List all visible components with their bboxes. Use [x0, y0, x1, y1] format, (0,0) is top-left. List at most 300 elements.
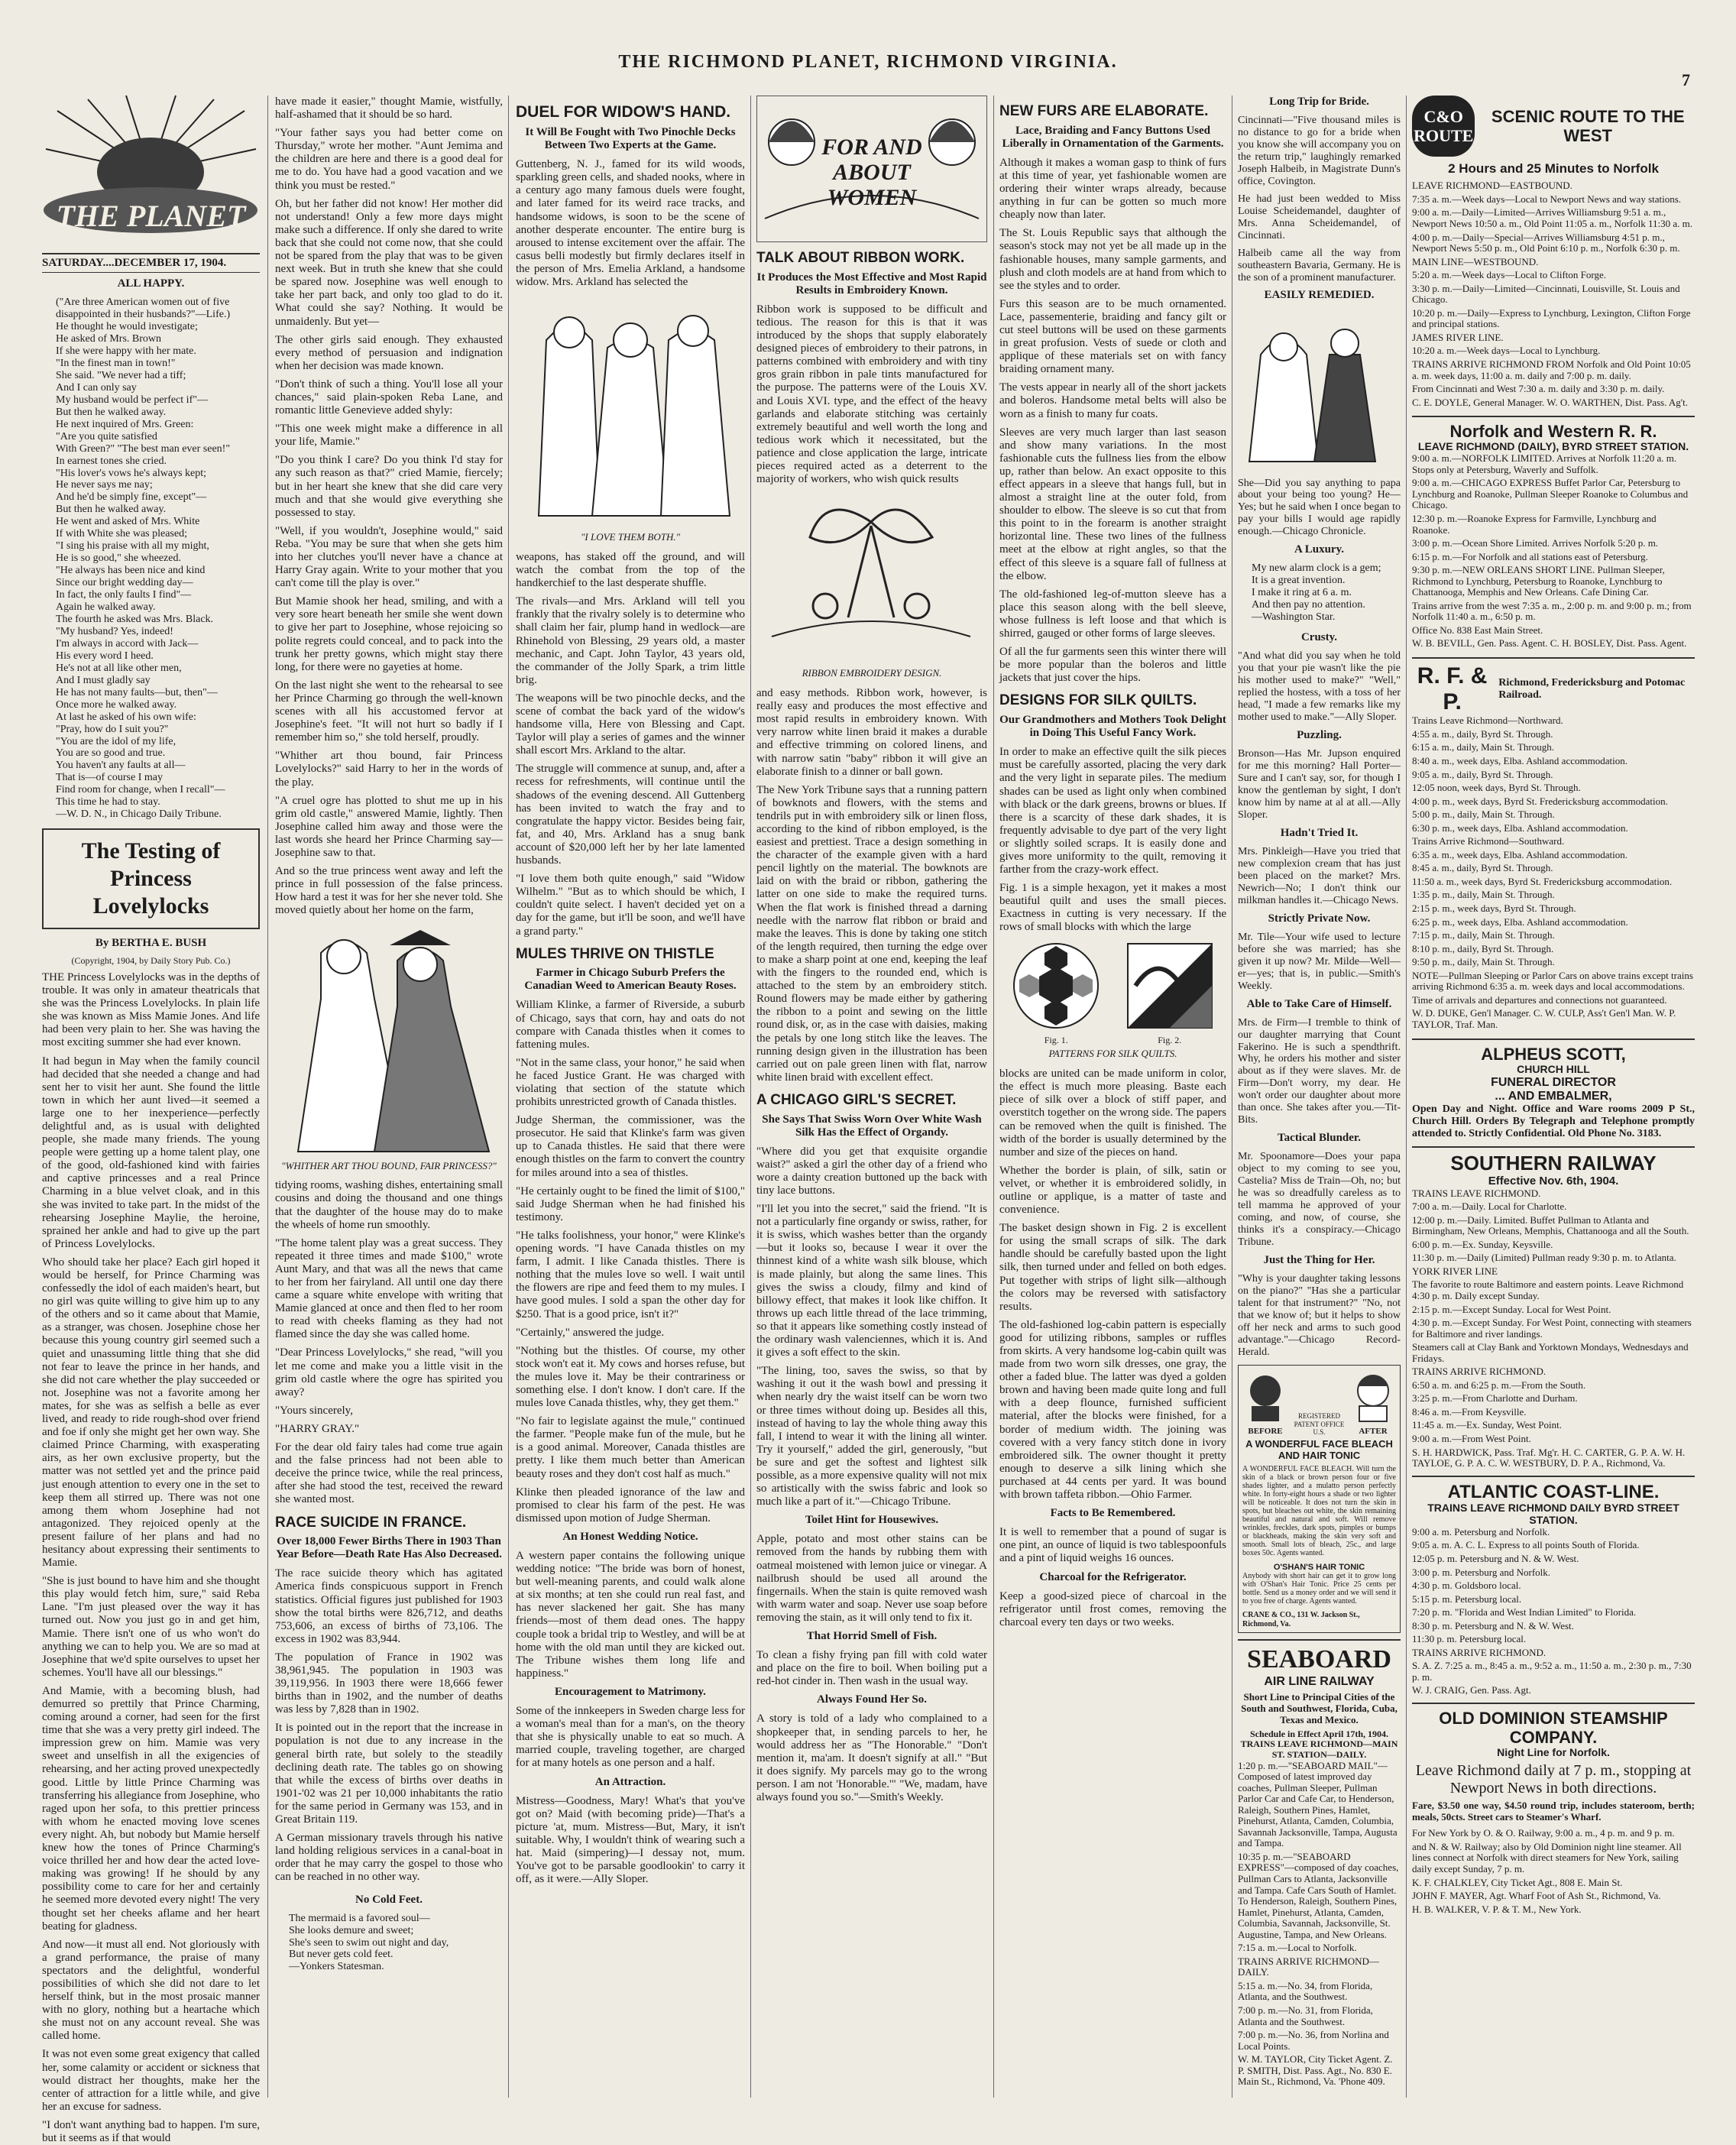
schedule-line: S. A. Z. 7:25 a. m., 8:45 a. m., 9:52 a. m., 11:50 a. m., 2:30 p. m., 7:30 p. m.	[1412, 1660, 1692, 1683]
poem-line: My husband would be perfect if"—	[56, 394, 208, 406]
paragraph: The weapons will be two pinochle decks, and the scene of combat the back yard of the widow's handsome villa, Here von Blessing and Capt. Taylor will play a series of games and the winner shall escort Mrs. Arkland to the altar.	[516, 692, 745, 757]
paragraph: The population of France in 1902 was 38,961,945. The population in 1903 was 39,119,956. In 1903 there were 18,666 fewer births than in 1902, and the number of deaths was less by 7,828 than in 1902.	[275, 1651, 503, 1716]
schedule-line: 8:10 p. m., daily, Byrd St. Through.	[1412, 942, 1554, 954]
schedule-line: 3:00 p. m.—Ocean Shore Limited. Arrives Norfolk 5:20 p. m.	[1412, 537, 1659, 549]
schedule-line: Office No. 838 East Main Street.	[1412, 624, 1543, 636]
schedule-line: 9:00 a. m.—CHICAGO EXPRESS Buffet Parlor Car, Petersburg to Lynchburg and Roanoke, Pullman Sleeper Roanoke to Columbus and Chicago.	[1412, 477, 1689, 511]
mules-body	[516, 999, 745, 1525]
column-rule	[750, 96, 751, 2098]
poem-line: "You are the idol of my life,	[56, 735, 177, 747]
schedule-line: 7:35 a. m.—Week days—Local to Newport News and way stations.	[1412, 193, 1682, 205]
attraction-title: An Attraction.	[594, 1775, 666, 1788]
always-body: A story is told of a lady who complained to a shopkeeper that, in sending parcels to her, he would address her as "The Honorable." "Don't mention it, ma'am. It doesn't signify at all." "But it does signify. My parcels may go to the wrong person. I am not 'Honorable.'" "We, madam, have always found you so."—Smith's Weekly.	[756, 1712, 987, 1804]
paragraph: The vests appear in nearly all of the short jackets and boleros. Handsome metal belts will also be worn as a finish to many fur coats.	[999, 381, 1226, 420]
rfp-desc: Richmond, Fredericksburg and Potomac Railroad.	[1498, 677, 1686, 701]
schedule-line: NOTE—Pullman Sleeping or Parlor Cars on above trains except trains arriving Richmond 6:35 a. m. week days and local accommodations.	[1412, 969, 1693, 993]
story-title-box	[42, 828, 260, 929]
paragraph: And Mamie, with a becoming blush, had demurred so prettily that Prince Charming, coming around a corner, had seen for the first time that she was a very pretty girl indeed. The impression grew on him. Mamie was very sweet and unselfish in all the exigencies of rehearsing, and her acting proved unexpectedly good. Little by little Prince Charming was transferring his allegiance from Josephine, who raged upon her sofa, to this prettier princess with whom he enacted moving love scenes every night. Ah, but nobody but Mamie herself knew how the tones of Prince Charming's voice thrilled her and how dear the acted love-making was growing! If he should by any possibility come to care for her and certainly he seemed more devoted every night! The very thought set her cheeks aflame and her heart beating for gladness.	[42, 1684, 260, 1933]
scott-church-hill: CHURCH HILL	[1517, 1062, 1590, 1075]
schedule-line: LEAVE RICHMOND—EASTBOUND.	[1412, 180, 1572, 192]
schedule-line: TRAINS ARRIVE RICHMOND—DAILY.	[1238, 1955, 1379, 1978]
schedule-line: 7:00 p. m.—No. 36, from Norlina and Local Points.	[1238, 2029, 1389, 2052]
schedule-line: 7:20 p. m. "Florida and West Indian Limited" to Florida.	[1412, 1606, 1637, 1618]
poem-line: —W. D. N., in Chicago Daily Tribune.	[56, 808, 222, 821]
paragraph: blocks are united can be made uniform in color, the effect is much more pleasing. Baste each piece of silk over a block of stiff paper, and overstitch together on the wrong side. The papers can be removed when the quilt is finished. The width of the border is usually determined by the number and size of the pieces on hand.	[999, 1068, 1226, 1158]
schedule-line: 2:15 p. m., week days, Byrd St. Through.	[1412, 902, 1576, 915]
paragraph: "Not in the same class, your honor," he said when he faced Justice Grant. He was charged with violating that section of the statute which prohibits unrestricted growth of Canada thistles.	[516, 1056, 745, 1109]
schedule-line: 9:00 a. m. Petersburg and Norfolk.	[1412, 1525, 1550, 1537]
paragraph: Of all the fur garments seen this winter there will be more popular than the boleros and little jackets that just cover the hips.	[999, 646, 1226, 685]
paragraph: The rivals—and Mrs. Arkland will tell you frankly that the rivalry solely is to determine who shall claim her fair, plump hand in wedlock—are Rhinehold von Blessing, 29 years old, a master mechanic, and Capt. John Taylor, 43 years old, the commander of the Jolly Spark, a trim little brig.	[516, 595, 745, 686]
scott-text: Open Day and Night. Office and Ware rooms 2009 P St., Church Hill. Orders By Telegraph and Telephone promptly attended to. Strictly Confidential. Old Phone No. 3183.	[1412, 1103, 1695, 1139]
poem-line: ("Are three American women out of five disappointed in their husbands?"—Life.)	[56, 296, 231, 321]
poem-line: He thought he would investigate;	[56, 321, 198, 333]
poem-line: And he'd be simply fine, except"—	[56, 491, 207, 504]
schedule-line: 3:25 p. m.—From Charlotte and Durham.	[1412, 1392, 1578, 1405]
paragraph: The New York Tribune says that a running pattern of bowknots and flowers, with the stems and tendrils put in with embroidery silk or linen floss, according to the kind of ribbon employed, is the easiest and prettiest. Trace a design something in the character of the example given with a hard pencil lightly on the material. The bowknots are laid on with the braid or ribbon, gathering the latter on one side to make the required turns. When the flat work is finished thread a darning needle with the narrow flat ribbon or braid and make the leaves. This is done by taking one stitch of the length required, then turning the edge over to make a sharp point at one end, keeping the leaf with the fingers to the rounded end, which is attached to the stem by an embroidery stitch. Round flowers may be made either by gathering the ribbon to a point and sewing on the little round disk, or, as in the case with daisies, making the petals by one long stitch like the leaves. The running design given in the illustration has been carried out on pale green linen with flat, narrow white linen braid with excellent effect.	[756, 783, 987, 1084]
odss-title: OLD DOMINION STEAMSHIP COMPANY.	[1439, 1708, 1668, 1748]
bleach-hair-text: Anybody with short hair can get it to grow long with O'Shan's Hair Tonic. Price 25 cents per bottle. Send us a money order and we will send it to you free of charge. Agents wanted.	[1242, 1572, 1396, 1606]
schedule-line: 9:05 a. m. A. C. L. Express to all points South of Florida.	[1412, 1539, 1640, 1551]
nw-subtitle: LEAVE RICHMOND (DAILY), BYRD STREET STATION.	[1417, 440, 1689, 453]
poem-line: And then pay no attention.	[1252, 599, 1365, 611]
schedule-line: 1:20 p. m.—"SEABOARD MAIL"—Composed of latest improved day coaches, Pullman Sleeper, Pullman Parlor Car and Cafe Car, to Henderson, Raleigh, Southern Pines, Hamlet, Pinehurst, Atlanta, Camden, Columbia, Savannah Jacksonville, Tampa, Augusta and Tampa.	[1238, 1759, 1398, 1849]
quilts-body-cont	[999, 1068, 1226, 1502]
bleach-before	[1242, 1369, 1288, 1436]
schedule-line: JAMES RIVER LINE.	[1412, 331, 1504, 343]
quilt-figures	[999, 940, 1226, 1046]
face-bleach-ad	[1238, 1365, 1401, 1633]
paragraph: But Mamie shook her head, smiling, and with a very sore heart beneath her smile she went down to give her part to Josephine, whose rejoicing so polite regrets could conceal, and to pack into the trunk her pretty gowns, which might stay there long, for there were no gayeties at home.	[275, 595, 503, 673]
poem-line: You haven't any faults at all—	[56, 760, 186, 772]
schedule-line: 6:30 p. m., week days, Elba. Ashland accommodation.	[1412, 821, 1628, 834]
race-body	[275, 1567, 503, 1884]
schedule-line: 6:15 p. m.—For Norfolk and all stations east of Petersburg.	[1412, 550, 1648, 562]
paragraph: The struggle will commence at sunup, and, after a recess for refreshments, will continue until the shadows of the evening descend. All Guttenberg has been invited to watch the fray and to congratulate the happy victor. Besides being fair, fat, and 40, Mrs. Arkland has a snug bank account of $20,000 left her by her late lamented husbands.	[516, 763, 745, 867]
poem-line: "I sing his praise with all my might,	[56, 540, 209, 552]
poem-line: Once more he walked away.	[56, 698, 177, 711]
fish-title: That Horrid Smell of Fish.	[806, 1630, 938, 1642]
scott-title: ALPHEUS SCOTT,	[1481, 1044, 1626, 1064]
seaboard-schedule: Schedule in Effect April 17th, 1904. TRAINS LEAVE RICHMOND—MAIN ST. STATION—DAILY.	[1240, 1728, 1398, 1760]
duel-body-cont	[516, 551, 745, 938]
paragraph: Oh, but her father did not know! Her mother did not understand! Only a few more days might make such a difference. If only she dared to write back that she could not come now, that she could not be spared from the play that was to be given next week. But in truth she knew that she could be spared now. Josephine was well enough to take her part back, and only too glad to do it. What could she say? Nothing. It would be unmaidenly. But yet—	[275, 197, 503, 328]
chicago-subhead: She Says That Swiss Worn Over White Wash Silk Has the Effect of Organdy.	[762, 1113, 982, 1139]
poem-line: —Yonkers Statesman.	[289, 1961, 384, 1973]
schedule-line: W. J. CRAIG, Gen. Pass. Agt.	[1412, 1684, 1531, 1696]
facts-body: It is well to remember that a pound of sugar is one pint, an ounce of liquid is two tablespoonfuls and a pint of liquid weighs 16 ounces.	[999, 1526, 1226, 1565]
hadnt-body: Mrs. Pinkleigh—Have you tried that new complexion cream that has just been placed on the market? Mrs. Newrich—No; I don't think our milkman handles it.—Chicago News.	[1238, 845, 1401, 906]
schedule-line: 12:00 p. m.—Daily. Limited. Buffet Pullman to Atlanta and Birmingham, New Orleans, Memphis, Chattanooga and all the South.	[1412, 1213, 1689, 1237]
acl-lines	[1412, 1527, 1695, 1696]
poem-line: "Pray, how do I suit you?"	[56, 723, 169, 735]
rfp-lines	[1412, 715, 1695, 1030]
schedule-line: 6:00 p. m.—Ex. Sunday, Keysville.	[1412, 1238, 1553, 1250]
paragraph: "Your father says you had better come on Thursday," wrote her mother. "Aunt Jemima and the children are here and there is a good deal for me to do. You have had a good vacation and we think you must be rested."	[275, 127, 503, 192]
schedule-line: S. H. HARDWICK, Pass. Traf. Mg'r. H. C. CARTER, G. P. A. W. H. TAYLOE, G. P. A. C. W. WESTBURY, D. P. A., Richmond, Va.	[1412, 1446, 1686, 1469]
widow-illustration	[516, 294, 745, 527]
schedule-line: W. B. BEVILL, Gen. Pass. Agent. C. H. BOSLEY, Dist. Pass. Agent.	[1412, 637, 1687, 650]
schedule-line: H. B. WALKER, V. P. & T. M., New York.	[1412, 1903, 1582, 1915]
trip-body	[1238, 115, 1401, 284]
schedule-line: 8:45 a. m., daily, Byrd St. Through.	[1412, 862, 1553, 874]
luxury-title: A Luxury.	[1294, 543, 1345, 556]
paragraph: "Don't think of such a thing. You'll lose all your chances," said plain-spoken Reba Lane, and romantic little Genevieve added shyly:	[275, 377, 503, 417]
schedule-line: 5:20 a. m.—Week days—Local to Clifton Forge.	[1412, 269, 1606, 281]
paragraph: He had just been wedded to Miss Louise Scheidemandel, daughter of Mrs. Anna Scheidemandel, of Cincinnati.	[1238, 193, 1401, 241]
schedule-line: 6:25 p. m., week days, Elba. Ashland accommodation.	[1412, 915, 1628, 928]
seaboard-agent: W. M. TAYLOR, City Ticket Agent. Z. P. SMITH, Dist. Pass. Agt., No. 830 E. Main St., Richmond, Va. 'Phone 409.	[1238, 2053, 1393, 2088]
bleach-patent: REGISTERED PATENT OFFICE U.S.	[1294, 1412, 1345, 1436]
schedule-line: 6:50 a. m. and 6:25 p. m.—From the South.	[1412, 1379, 1586, 1391]
bleach-after	[1350, 1369, 1396, 1436]
poem-line: If with White she was pleased;	[56, 528, 187, 540]
poem-line: It is a great invention.	[1252, 575, 1346, 587]
schedule-line: 4:00 p. m.—Daily—Special—Arrives Williamsburg 4:51 p. m., Newport News 5:50 p. m., Old Point 6:10 p. m., Norfolk 6:30 p. m.	[1412, 231, 1680, 254]
chicago-body	[756, 1145, 987, 1509]
paragraph: It had begun in May when the family council had decided that she needed a change and had sent her to visit her aunt. She found the little town in which her aunt lived—it seemed a large one to her inexperience—perfectly delightful and, as is usual with delighted people, she made many friends. The young people were getting up a home talent play, one of the good, old-fashioned kind with fairies and captive princesses and a real Prince Charming in a blue velvet cloak, and in this she was invited to take part. In the midst of the rehearsing Josephine Maylie, the heroine, sprained her ankle and had to give up the part of Princess Lovelylocks.	[42, 1055, 260, 1250]
column-5	[999, 96, 1226, 2098]
schedule-line: 8:40 a. m., week days, Elba. Ashland accommodation.	[1412, 755, 1628, 767]
dateline: SATURDAY....DECEMBER 17, 1904.	[42, 253, 260, 273]
seaboard-ad	[1238, 1639, 1401, 2088]
poem-line: The fourth he asked was Mrs. Black.	[56, 613, 214, 625]
paragraph: "Whither art thou bound, fair Princess Lovelylocks?" said Harry to her in the words of the play.	[275, 750, 503, 789]
duel-body	[516, 158, 745, 289]
couple-illustration	[1238, 309, 1401, 473]
acl-ad	[1412, 1476, 1695, 1696]
schedule-line: 8:46 a. m.—From Keysville.	[1412, 1405, 1527, 1418]
always-title: Always Found Her So.	[817, 1693, 927, 1706]
schedule-line: For New York by O. & O. Railway, 9:00 a. m., 4 p. m. and 9 p. m.	[1412, 1827, 1675, 1839]
schedule-line: 8:30 p. m. Petersburg and N. & W. West.	[1412, 1619, 1574, 1631]
story-continuation	[275, 96, 503, 917]
schedule-line: 3:00 p. m. Petersburg and Norfolk.	[1412, 1566, 1551, 1578]
poem-line: "He always has been nice and kind	[56, 565, 206, 577]
hadnt-title: Hadn't Tried It.	[1280, 826, 1359, 839]
widow-caption: "I LOVE THEM BOTH."	[580, 531, 681, 543]
schedule-line: Trains Arrive Richmond—Southward.	[1412, 835, 1565, 847]
race-headline: RACE SUICIDE IN FRANCE.	[275, 1514, 467, 1531]
thing-title: Just the Thing for Her.	[1263, 1253, 1375, 1266]
southern-title: SOUTHERN RAILWAY	[1450, 1151, 1657, 1175]
paragraph: "He certainly ought to be fined the limit of $100," said Judge Sherman when he had finished his testimony.	[516, 1184, 745, 1223]
himself-title: Able to Take Care of Himself.	[1246, 997, 1392, 1010]
column-3	[516, 96, 745, 2098]
mules-subhead: Farmer in Chicago Suburb Prefers the Canadian Weed to American Beauty Roses.	[524, 967, 737, 993]
column-7	[1412, 96, 1695, 2098]
poem-line: "His lover's vows he's always kept;	[56, 467, 207, 479]
quilts-subhead: Our Grandmothers and Mothers Took Delight in Doing This Useful Fancy Work.	[999, 714, 1226, 740]
paragraph: And now—it must all end. Not gloriously with a grand performance, the praise of many spectators and the delightful, wonderful possibilities of which she did not dare to let herself think, but in the most prosaic manner with no glory, nothing but a heartache which she must not on any account reveal. She was called home.	[42, 1938, 260, 2043]
schedule-line: 6:35 a. m., week days, Elba. Ashland accommodation.	[1412, 848, 1628, 860]
quilts-body	[999, 746, 1226, 934]
column-rule	[993, 96, 994, 2098]
paragraph: THE Princess Lovelylocks was in the depths of trouble. It was only in amateur theatricals that she was the Princess Lovelylocks. In plain life she was known as Miss Mamie Jones. And life had been very plain to her. She was having the most exciting summer she had ever known.	[42, 970, 260, 1049]
poem-line: The mermaid is a favored soul—	[289, 1912, 430, 1924]
paragraph: "I'll let you into the secret," said the friend. "It is not a particularly fine organdy or swiss, rather, for it is swiss, which washes better than the organdy—but it looks so, because I wear it over the thinnest kind of a white wash silk blouse, which is made plainly, but along the same lines. This gives the swiss a cloudy, filmy and kind of billowy effect, that makes it look like chiffon. It throws up each little thread of the lace trimming, so that it appears like something costly instead of the ordinary wash valenciennes, which it is. And it gives a soft effect to the skin.	[756, 1203, 987, 1359]
paragraph: "Certainly," answered the judge.	[516, 1326, 665, 1339]
scott-funeral: FUNERAL DIRECTOR	[1491, 1075, 1616, 1089]
schedule-line: Trains arrive from the west 7:35 a. m., 2:00 p. m. and 9:00 p. m.; from Norfolk 11:40 a. m., 6:50 p. m.	[1412, 599, 1692, 623]
ribbon-headline: TALK ABOUT RIBBON WORK.	[756, 250, 965, 266]
schedule-line: 10:20 p. m.—Daily—Express to Lynchburg, Lexington, Clifton Forge and principal stations.	[1412, 306, 1691, 330]
schedule-line: 4:00 p. m., week days, Byrd St. Fredericksburg accommodation.	[1412, 795, 1668, 807]
wedding-title: An Honest Wedding Notice.	[562, 1530, 698, 1543]
schedule-line: 6:15 a. m., daily, Main St. Through.	[1412, 741, 1554, 753]
schedule-line: Time of arrivals and departures and connections not guaranteed.	[1412, 993, 1667, 1006]
bleach-text: A WONDERFUL FACE BLEACH. Will turn the skin of a black or brown person four or five shades lighter, and a mulatto person perfectly white. In forty-eight hours a shade or two lighter will be noticeable. It does not turn the skin in spots, but bleaches out white, the skin remaining beautiful and natural and soft. Will remove wrinkles, freckles, dark spots, pimples or bumps or blackheads, making the skin very soft and smooth. Small lots of bleach, 25c., and large boxes 50c. Agents wanted.	[1242, 1464, 1396, 1557]
schedule-line: C. E. DOYLE, General Manager. W. O. WARTHEN, Dist. Pass. Ag't.	[1412, 396, 1688, 408]
paragraph: The St. Louis Republic says that although the season's stock may not yet be all made up in the fashionable houses, many sample garments, and plush and cloth models are at hand from which to see the styles and to order.	[999, 227, 1227, 292]
blunder-title: Tactical Blunder.	[1278, 1132, 1361, 1145]
southern-ad	[1412, 1146, 1695, 1469]
bleach-address: CRANE & CO., 131 W. Jackson St., Richmond, Va.	[1242, 1611, 1360, 1628]
bleach-before-label: BEFORE	[1248, 1426, 1283, 1436]
fig2-label: Fig. 2.	[1158, 1034, 1182, 1045]
private-title: Strictly Private Now.	[1268, 912, 1371, 925]
schedule-line: 10:35 p. m.—"SEABOARD EXPRESS"—composed of day coaches, Pullman Cars to Atlanta, Jacksonville and Tampa. Cafe Cars South of Hamlet. To Henderson, Raleigh, Southern Pines, Hamlet, Pinehurst, Atlanta, Camden, Columbia, Savannah, Jacksonville, St. Augustine, Tampa, and New Orleans.	[1238, 1850, 1399, 1940]
bleach-after-label: AFTER	[1359, 1426, 1388, 1436]
schedule-line: 11:30 p. m.—Daily (Limited) Pullman ready 9:30 p. m. to Atlanta.	[1412, 1252, 1676, 1264]
paragraph: "Yours sincerely,	[275, 1404, 353, 1417]
paragraph: And so the true princess went away and left the prince in full possession of the false princess. How hard a test it was for her she never told. She moved quietly about her home on the farm,	[275, 865, 503, 917]
paragraph: Fig. 1 is a simple hexagon, yet it makes a most beautiful quilt and uses the small pieces. Exactness in cutting is very necessary. If the rows of small blocks with which the large	[999, 882, 1226, 934]
schedule-line: 9:00 a. m.—From West Point.	[1412, 1432, 1531, 1444]
poem-line: Again he walked away.	[56, 601, 156, 614]
seaboard-subtitle: AIR LINE RAILWAY	[1264, 1674, 1375, 1688]
schedule-line: K. F. CHALKLEY, City Ticket Agt., 808 E. Main St.	[1412, 1876, 1623, 1888]
poem-line: He went and asked of Mrs. White	[56, 516, 200, 528]
schedule-line: 4:30 p. m. Goldsboro local.	[1412, 1580, 1521, 1592]
poem-line: And I can only say	[56, 381, 137, 394]
schedule-line: 7:15 p. m., daily, Main St. Through.	[1412, 929, 1555, 941]
co-lines	[1412, 180, 1695, 408]
schedule-line: and N. & W. Railway; also by Old Dominion night line steamer. All lines connect at Norfolk with direct steamers for New York, sailing daily except Sunday, 7 p. m.	[1412, 1840, 1682, 1874]
paragraph: Ribbon work is supposed to be difficult and tedious. The reason for this is that it was introduced by the shops that supply elaborately designed pieces of embroidery to their patrons, in patterns combined with embroidery and with tiny gros grain ribbon in pale tints manufactured for the purpose. The patterns were of the Louis XV. and Louis XVI. type, and the effect of the heavy garlands and elaborate stitching was certainly extremely beautiful and well worth the long and tedious work which it necessitated, but the patience and close application the large, intricate pieces required acted as a deterrent to the majority of workers, who wish quick results	[756, 303, 987, 486]
southern-subtitle: Effective Nov. 6th, 1904.	[1488, 1175, 1619, 1188]
poem-line: "Are you quite satisfied	[56, 430, 157, 442]
poem-all-happy	[56, 296, 260, 821]
poem-line: She's seen to swim out night and day,	[289, 1936, 449, 1949]
charcoal-body: Keep a good-sized piece of charcoal in the refrigerator until frost comes, removing the charcoal every ten days or two weeks.	[999, 1589, 1226, 1628]
rfp-header	[1412, 657, 1695, 715]
paragraph: Sleeves are very much larger than last season and show many variations. In the most fashionable cuts the fullness lies from the elbow up, rather than below. An exact opposite to this effect appears in a sleeve that hangs full, but in almost a straight line at the outer fold, from shoulder to elbow. The sleeve is so cut that from this point to in the forearm is another straight horizontal line. These two lines of the fullness meet at the elbow at right angles, so that the effect of this sleeve is a square fall of fullness at the elbow.	[999, 426, 1226, 582]
poem-line: This time he had to stay.	[56, 796, 160, 808]
poem-line: With Green?" "The best man ever seen!"	[56, 442, 231, 455]
schedule-line: 11:50 a. m., week days, Byrd St. Fredericksburg accommodation.	[1412, 875, 1673, 887]
poem-line: He has not many faults—but, then"—	[56, 686, 218, 698]
schedule-line: From Cincinnati and West 7:30 a. m. daily and 3:30 p. m. daily.	[1412, 383, 1665, 395]
fish-body: To clean a fishy frying pan fill with cold water and place on the fire to boil. When boiling put a red-hot cinder in. Then wash in the usual way.	[756, 1649, 987, 1688]
schedule-line: 5:15 a. m.—No. 34, from Florida, Atlanta, and the Southwest.	[1238, 1979, 1373, 2003]
schedule-line: TRAINS ARRIVE RICHMOND FROM Norfolk and Old Point 10:05 a. m. week days, 11:00 a. m. daily and 7:00 p. m. daily.	[1412, 358, 1691, 381]
schedule-line: 11:45 a. m.—Ex. Sunday, West Point.	[1412, 1419, 1562, 1431]
crusty-title: Crusty.	[1300, 631, 1338, 644]
furs-subhead: Lace, Braiding and Fancy Buttons Used Liberally in Ornamentation of the Garments.	[1002, 124, 1224, 150]
poem-line: But then he walked away.	[56, 406, 167, 418]
poem-line: His every word I heed.	[56, 650, 154, 662]
column-rule	[508, 96, 509, 2098]
bleach-title: A WONDERFUL FACE BLEACH AND HAIR TONIC	[1245, 1438, 1393, 1461]
story-copyright: (Copyright, 1904, by Daily Story Pub. Co.)	[71, 955, 231, 967]
poem-line: That is—of course I may	[56, 772, 163, 784]
co-subtitle: 2 Hours and 25 Minutes to Norfolk	[1448, 161, 1659, 176]
furs-body	[999, 157, 1226, 685]
paragraph: "She is just bound to have him and she thought this play would fetch him, sure," said Reba Lane. "I'm just pleased over the way it has turned out. Now you just go in and get him, Mamie. There isn't one of us who won't do anything we can to help you. We are so mad at Josephine that we'd spite ourselves to upset her schemes. You'll have all our blessings."	[42, 1575, 260, 1679]
trip-title: Long Trip for Bride.	[1269, 96, 1369, 108]
schedule-line: 9:00 a. m.—Daily—Limited—Arrives Williamsburg 9:51 a. m., Newport News 10:50 a. m., Old Point 11:05 a. m., Norfolk 11:30 a. m.	[1412, 206, 1692, 230]
princess-caption: "WHITHER ART THOU BOUND, FAIR PRINCESS?"	[281, 1159, 497, 1171]
poem-line: He next inquired of Mrs. Green:	[56, 418, 194, 430]
paragraph: "Where did you get that exquisite organdie waist?" asked a girl the other day of a friend who wore a dainty creation buttoned up the back with tiny lace buttons.	[756, 1145, 987, 1197]
poem-line: You are so good and true.	[56, 747, 166, 760]
quilts-headline: DESIGNS FOR SILK QUILTS.	[999, 692, 1197, 709]
chicago-headline: A CHICAGO GIRL'S SECRET.	[756, 1091, 957, 1108]
poem-line: She looks demure and sweet;	[289, 1924, 414, 1936]
private-body: Mr. Tile—Your wife used to lecture before she was married; has she given it up now? Mr. Milde—Well—er—yes; that is, in public.—Smith's Weekly.	[1238, 931, 1401, 992]
paragraph: The old-fashioned leg-of-mutton sleeve has a place this season along with the bell sleeve, whose fullness is left loose and that which is shirred, gauged or other forms of large sleeves.	[999, 588, 1226, 640]
ribbon-caption: RIBBON EMBROIDERY DESIGN.	[802, 667, 942, 679]
paragraph: Guttenberg, N. J., famed for its wild woods, sparkling green cells, and shaded nooks, where in a century ago many famous duels were fought, and later famed for its weird race tracks, and handsome widows, is soon to be the scene of another desperate encounter. The entire burg is aroused to intense excitement over the affair. The casus belli modestly but firmly declares itself in the person of Mrs. Emelia Arkland, a handsome widow. Mrs. Arkland has selected the	[516, 158, 745, 288]
toilet-title: Toilet Hint for Housewives.	[805, 1514, 939, 1527]
masthead: THE RICHMOND PLANET, RICHMOND VIRGINIA.	[618, 52, 1118, 72]
puzzling-title: Puzzling.	[1297, 728, 1342, 741]
paragraph: It was not even some great exigency that called her, some calamity or accident or sickness that would distract her thoughts, make her the center of attraction for a little while, and give her an excuse for sadness.	[42, 2048, 260, 2113]
paragraph: "I don't want anything bad to happen. I'm sure, but it seems as if that would	[42, 2118, 260, 2144]
remedied-body: She—Did you say anything to papa about your being too young? He—Yes; but he said when I once began to pay your bills I would age rapidly enough.—Chicago Chronicle.	[1238, 477, 1401, 538]
poem-line: My new alarm clock is a gem;	[1252, 562, 1381, 575]
schedule-line: MAIN LINE—WESTBOUND.	[1412, 255, 1539, 267]
story-body	[42, 971, 260, 2145]
poem-line: "My husband? Yes, indeed!	[56, 625, 173, 637]
poem-line: Since our bright wedding day—	[56, 577, 193, 589]
poem-line: "In the finest man in town!"	[56, 357, 176, 369]
poem-title: ALL HAPPY.	[117, 277, 185, 290]
co-logo: C&O ROUTE	[1412, 96, 1475, 157]
paragraph: Who should take her place? Each girl hoped it would be herself, for Prince Charming was confessedly the idol of each maiden's heart, but no girl was quite willing to give him up to any of the others and so it came about that Mamie, as a stranger, was chosen. Josephine chose her because this young country girl seemed such a quiet and unassuming little thing that she did not fear to leave the prince in her hands, and she did not care whether the play succeeded or not. Josephine was not a favorite among her mates, for she was as selfish a belle as ever lived, and ready to ride rough-shod over friend and foe if only she might get her own way. She claimed Prince Charming, with exasperating airs, as her own exclusive property, but the matter was not settled yet and the prince paid just enough attention to every one in the set to keep them all stirred up. There was not one among them whom Josephine had not antagonized. They rejoiced openly at the present failure of her plans and had no hesitancy about expressing their sentiments to Mamie.	[42, 1256, 260, 1570]
ribbon-subhead: It Produces the Most Effective and Most Rapid Results in Embroidery Known.	[756, 271, 987, 296]
poem-line: He never says me nay;	[56, 479, 153, 491]
acl-subtitle: TRAINS LEAVE RICHMOND DAILY BYRD STREET STATION.	[1427, 1501, 1679, 1526]
luxury-poem	[1252, 562, 1401, 624]
paragraph: The old-fashioned log-cabin pattern is especially good for utilizing ribbons, samples or ruffles from skirts. A very handsome log-cabin quilt was made from two worn silk dresses, one gray, the other a faded blue. The latter was dyed a golden brown and having been made quite long and full with a deep flounce, furnished sufficient material, after the blocks were finished, for a border of medium width. The joining was covered with a very fancy stitch done in ivory embroidered silk. The owner thought it pretty enough to deserve a silk lining which she purchased at 44 cents per yard. It was bound with brown taffeta ribbon.—Ohio Farmer.	[999, 1318, 1226, 1502]
schedule-line: 5:15 p. m. Petersburg local.	[1412, 1593, 1522, 1605]
paragraph: tidying rooms, washing dishes, entertaining small cousins and doing the thousand and one things that the daughter of the house may do to make the wheels of home run smoothly.	[275, 1179, 503, 1231]
paragraph: "A cruel ogre has plotted to shut me up in his grim old castle," answered Mamie, lightly. Then Josephine called him away and those were the last words she heard her Prince Charming say—Josephine saw to that.	[275, 794, 503, 859]
poem-line: I make it ring at 6 a. m.	[1252, 587, 1352, 599]
duel-subhead: It Will Be Fought with Two Pinochle Decks Between Two Experts at the Game.	[525, 125, 736, 152]
paragraph: "The lining, too, saves the swiss, so that by washing it out it the wash bowl and pressing it when nearly dry the waist itself can be worn two or three times without doing up. Besides all this, instead of having to lay the whole thing away this fall, I intend to wear it with the lining all winter. Try it yourself," added the girl, generously, "but be sure and get the softest and lightest silk possible, as a more expensive quality will not mix so artistically with the swiss fabric and look so much like a part of it."—Chicago Tribune.	[756, 1365, 987, 1508]
poem-line: —Washington Star.	[1252, 611, 1336, 624]
duel-headline: DUEL FOR WIDOW'S HAND.	[516, 103, 731, 121]
page-number: 7	[1682, 70, 1690, 89]
poem-line: And I must gladly say	[56, 674, 151, 686]
planet-logo-text: THE PLANET	[56, 199, 246, 233]
schedule-line: 9:50 p. m., daily, Main St. Through.	[1412, 956, 1555, 968]
story-ending	[275, 1179, 503, 1506]
odss-text: Fare, $3.50 one way, $4.50 round trip, includes stateroom, berth; meals, 50cts. Street cars to Steamer's Wharf.	[1412, 1799, 1695, 1823]
paragraph: have made it easier," thought Mamie, wistfully, half-ashamed that it should be so hard.	[275, 96, 503, 122]
poem-line: In fact, the only faults I find"—	[56, 589, 192, 601]
paragraph: "I love them both quite enough," said "Widow Wilhelm." "But as to which should be which, I couldn't quite select. I haven't decided yet on a day for the game, but it'll be soon, and we'll have a grand party."	[516, 873, 745, 938]
cold-feet-poem	[289, 1913, 503, 1974]
paragraph: weapons, has staked off the ground, and will watch the combat from the top of the handkerchief to the last desperate shuffle.	[516, 550, 745, 590]
paragraph: "Nothing but the thistles. Of course, my other stock won't eat it. My cows and horses refuse, but the mules love it. May be their contrariness or something else. I don't know. I don't care. If the mules love Canada thistles, why, they get them."	[516, 1344, 745, 1410]
schedule-line: 7:15 a. m.—Local to Norfolk.	[1238, 1942, 1357, 1954]
ribbon-illustration	[756, 491, 987, 663]
schedule-line: The favorite to route Baltimore and eastern points. Leave Richmond 4:30 p. m. Daily except Sunday.	[1412, 1278, 1684, 1301]
paragraph: In order to make an effective quilt the silk pieces must be carefully assorted, placing the very dark and the very light in separate piles. The medium shades can be used as light only when combined with black or the dark greens, browns or blues. If there is a scarcity of these dark shades, it is frequently advisable to dye part of the very light or slightly soiled scraps. It is easily done and gives more uniformity to the quilt, removing it farther from the crazy-work effect.	[999, 746, 1226, 876]
poem-line: He asked of Mrs. Brown	[56, 333, 162, 345]
poem-line: But then he walked away.	[56, 504, 167, 516]
southern-lines	[1412, 1188, 1695, 1469]
poem-line: He's not at all like other men,	[56, 662, 182, 674]
race-subhead: Over 18,000 Fewer Births There in 1903 Than Year Before—Death Rate Has Also Decreased.	[276, 1535, 502, 1561]
schedule-line: 4:55 a. m., daily, Byrd St. Through.	[1412, 727, 1553, 740]
paragraph: "No fair to legislate against the mule," continued the farmer. "People make fun of the mule, but he is a good animal. Moreover, Canada thistles are pretty. I like them much better than American beauty roses and they don't cost half as much."	[516, 1415, 745, 1480]
schedule-line: 12:30 p. m.—Roanoke Express for Farmville, Lynchburg and Roanoke.	[1412, 512, 1657, 536]
paragraph: "Do you think I care? Do you think I'd stay for any such reason as that?" cried Mamie, fiercely; but in her heart she knew that she did care very much and that she would give everything she possessed to stay.	[275, 454, 503, 519]
poem-line: But never gets cold feet.	[289, 1949, 394, 1961]
seaboard-title: SEABOARD	[1247, 1645, 1391, 1674]
schedule-line: 7:00 p. m.—No. 31, from Florida, Atlanta and the Southwest.	[1238, 2004, 1373, 2027]
schedule-line: Trains Leave Richmond—Northward.	[1412, 714, 1563, 727]
column-rule	[267, 96, 268, 2098]
schedule-line: JOHN F. MAYER, Agt. Wharf Foot of Ash St., Richmond, Va.	[1412, 1890, 1661, 1902]
schedule-line: TRAINS ARRIVE RICHMOND.	[1412, 1366, 1547, 1378]
schedule-line: 12:05 noon, week days, Byrd St. Through.	[1412, 782, 1581, 794]
schedule-line: TRAINS LEAVE RICHMOND.	[1412, 1187, 1541, 1199]
column-1	[42, 96, 260, 2144]
mules-headline: MULES THRIVE ON THISTLE	[516, 945, 714, 962]
paragraph: A German missionary travels through his native land holding religious services in a canal-boat in order that he may carry the gospel to those who can be reached in no other way.	[275, 1832, 503, 1884]
quilts-caption: PATTERNS FOR SILK QUILTS.	[1048, 1048, 1177, 1060]
remedied-title: EASILY REMEDIED.	[1264, 289, 1375, 302]
charcoal-title: Charcoal for the Refrigerator.	[1039, 1570, 1187, 1583]
paragraph: For the dear old fairy tales had come true again and the false princess had not been able to deceive the prince twice, while the real princess, after she had stood the test, received the reward she wanted most.	[275, 1441, 503, 1506]
women-header-title: FOR AND ABOUT WOMEN	[821, 134, 922, 210]
quilt-figure-1	[1010, 940, 1102, 1046]
odss-big: Leave Richmond daily at 7 p. m., stopping at Newport News in both directions.	[1415, 1762, 1692, 1797]
poem-line: I'm always in accord with Jack—	[56, 637, 199, 650]
column-2	[275, 96, 503, 2098]
scott-ad	[1412, 1038, 1695, 1140]
facts-title: Facts to Be Remembered.	[1050, 1507, 1176, 1520]
co-header	[1412, 96, 1695, 157]
poem-line: Find room for change, when I recall"—	[56, 784, 225, 796]
schedule-line: 4:30 p. m.—Except Sunday. For West Point, connecting with steamers for Baltimore and river landings.	[1412, 1317, 1692, 1340]
seaboard-desc: Short Line to Principal Cities of the South and Southwest, Florida, Cuba, Texas and Mexico.	[1241, 1691, 1398, 1725]
paragraph: Although it makes a woman gasp to think of furs at this time of year, yet fashionable women are ordering their winter wraps already, because anything in fur can be gotten so much more cheaply now than later.	[999, 156, 1226, 222]
column-rule	[1406, 96, 1407, 2098]
nw-lines	[1412, 453, 1695, 650]
paragraph: The basket design shown in Fig. 2 is excellent for using the small scraps of silk. The dark handle should be carefully basted upon the light silk, then turned under and felled on both edges. Put together with strips of light silk—although the colors may be reversed with satisfactory results.	[999, 1222, 1226, 1313]
paragraph: Cincinnati—"Five thousand miles is no distance to go for a bride when you know she will accompany you on the return trip," laughingly remarked Joseph Halbeib, in Magistrate Dunn's office, Covington.	[1238, 115, 1401, 187]
paragraph: "Dear Princess Lovelylocks," she read, "will you let me come and make you a little visit in the grim old castle where the ogre has spirited you away?	[275, 1346, 503, 1398]
paragraph: The race suicide theory which has agitated America finds conspicuous support in French statistics. Official figures just published for 1903 show the total births were 826,712, and deaths 753,606, an excess of births of 73,106. The excess in 1902 was 83,944.	[275, 1567, 503, 1645]
planet-logo	[42, 96, 260, 248]
paragraph: Halbeib came all the way from southeastern Bavaria, Germany. He is the son of a prominent manufacturer.	[1238, 247, 1401, 284]
odss-lines	[1412, 1828, 1695, 1915]
schedule-line: 9:30 p. m.—NEW ORLEANS SHORT LINE. Pullman Sleeper, Richmond to Lynchburg, Petersburg to Roanoke, Lynchburg to Chattanooga, Memphis and New Orleans. Cafe Dining Car.	[1412, 564, 1665, 598]
paragraph: "He talks foolishness, your honor," were Klinke's opening words. "I have Canada thistles on my farm, I admit. I like Canada thistles. There is nothing that the mules love so well. I wait until the flowers are ripe and feed them to my mules. I have good mules. I sold a span the other day for $250. That is a good price, isn't it?"	[516, 1229, 745, 1320]
encourage-title: Encouragement to Matrimony.	[555, 1685, 706, 1698]
paragraph: Whether the border is plain, of silk, satin or velvet, or whether it is embroidered solidly, in outline or applique, is a matter of taste and convenience.	[999, 1164, 1226, 1217]
poem-line: He is so good," she wheezed.	[56, 552, 181, 565]
paragraph: "HARRY GRAY."	[275, 1422, 360, 1435]
thing-body: "Why is your daughter taking lessons on the piano?" "Has she a particular talent for that instrument?" "No, not that we know of; but it helps to show off her neck and arms to such good advantage."—Chicago Record-Herald.	[1238, 1272, 1401, 1358]
